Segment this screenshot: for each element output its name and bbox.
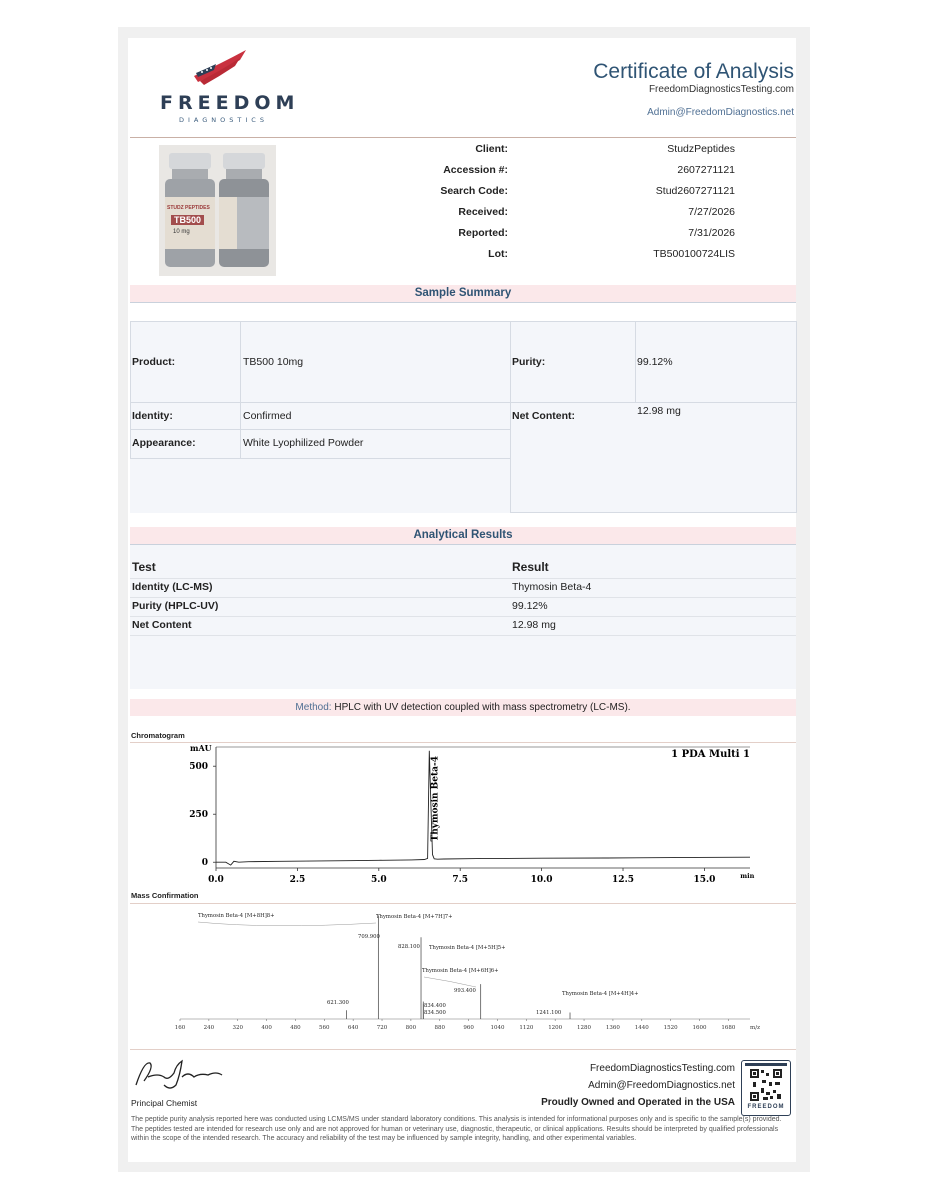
header-website: FreedomDiagnosticsTesting.com: [648, 84, 794, 95]
mass-x-unit: m/z: [750, 1025, 760, 1031]
test-cell: Net Content: [132, 619, 192, 631]
mass-x-tick-label: 1680: [721, 1025, 736, 1031]
net-content-value: 12.98 mg: [637, 405, 681, 417]
mass-x-tick-label: 1120: [519, 1025, 534, 1031]
logo-name: FREEDOM: [160, 92, 300, 114]
mass-annotation: 621.300: [327, 1000, 349, 1006]
signature-graphic: [130, 1055, 240, 1093]
identity-value: Confirmed: [243, 410, 292, 422]
chromatogram-trace: [216, 751, 750, 865]
result-cell: Thymosin Beta-4: [512, 581, 592, 593]
chromatogram-x-tick-label: 5.0: [370, 875, 387, 884]
chromatogram-y-tick-label: 500: [189, 762, 208, 773]
purity-label: Purity:: [512, 356, 546, 368]
mass-annotation: 834.400: [424, 1003, 446, 1009]
mass-x-tick-label: 880: [434, 1025, 445, 1031]
mass-annotation: Thymosin Beta-4 [M+7H]7+: [376, 914, 453, 920]
vial-product: TB500: [171, 215, 204, 225]
footer-email: Admin@FreedomDiagnostics.net: [588, 1080, 735, 1091]
mass-x-tick-label: 720: [376, 1025, 388, 1031]
chromatogram-y-tick-label: 0: [201, 858, 208, 869]
test-cell: Identity (LC-MS): [132, 581, 213, 593]
chromatogram-x-tick-label: 10.0: [530, 875, 553, 884]
qr-code-icon: [749, 1068, 783, 1102]
summary-filler: [130, 459, 510, 513]
mass-annotation: 834.500: [424, 1010, 446, 1016]
product-photo: [159, 145, 276, 276]
mass-x-tick-label: 1440: [634, 1025, 649, 1031]
identity-label: Identity:: [132, 410, 173, 422]
mass-annotation: Thymosin Beta-4 [M+4H]4+: [562, 991, 639, 997]
chromatogram-channel-label: 1 PDA Multi 1: [671, 749, 750, 760]
client-label: Client:: [475, 143, 508, 155]
col-result: Result: [512, 560, 549, 574]
chromatogram-x-tick-label: 0.0: [208, 875, 224, 884]
mass-annotation: Thymosin Beta-4 [M+5H]5+: [429, 945, 506, 951]
qr-badge: [741, 1060, 791, 1116]
mass-annotation: 993.400: [454, 988, 476, 994]
sample-summary-title: Sample Summary: [414, 287, 512, 299]
reported-label: Reported:: [458, 227, 508, 239]
lot-label: Lot:: [488, 248, 508, 260]
table-row: [130, 597, 796, 617]
appearance-value: White Lyophilized Powder: [243, 437, 364, 449]
footer-website: FreedomDiagnosticsTesting.com: [589, 1063, 735, 1074]
mass-x-tick-label: 640: [347, 1025, 359, 1031]
product-value: TB500 10mg: [243, 356, 304, 368]
mass-x-tick-label: 1200: [548, 1025, 563, 1031]
chromatogram-x-tick-label: 15.0: [693, 875, 716, 884]
accession-label: Accession #:: [443, 164, 508, 176]
appearance-label: Appearance:: [132, 437, 196, 449]
signer-role: Principal Chemist: [131, 1098, 198, 1108]
net-content-label: Net Content:: [512, 410, 575, 422]
mass-x-tick-label: 800: [405, 1025, 417, 1031]
logo-wing-icon: [190, 48, 250, 88]
search-code-label: Search Code:: [440, 185, 508, 197]
qr-badge-band: [745, 1063, 787, 1066]
purity-value: 99.12%: [637, 356, 673, 368]
mass-annotation: 709.900: [358, 934, 380, 940]
mass-annotation: Thymosin Beta-4 [M+6H]6+: [422, 968, 499, 974]
header-email: Admin@FreedomDiagnostics.net: [647, 107, 794, 118]
mass-x-tick-label: 160: [174, 1025, 186, 1031]
reported-value: 7/31/2026: [688, 227, 735, 239]
mass-annotation: Thymosin Beta-4 [M+8H]8+: [198, 913, 275, 919]
chromatogram-y-tick-label: 250: [189, 810, 208, 821]
method-text: HPLC with UV detection coupled with mass spectrometry (LC-MS).: [334, 702, 631, 713]
mass-annotation-leader: [198, 922, 376, 926]
result-cell: 12.98 mg: [512, 619, 556, 631]
disclaimer-text: The peptide purity analysis reported here was conducted using LCMS/MS under standard laboratory conditions. This analysis is intended for informational purposes only and is specific to the sample(s) provided. The peptides tested are intended for research use only and are not approved for human or veterinary use, diagnostic, therapeutic, or clinical applications. Results should be interpreted by qualified professionals within the scope of the intended research. The accuracy and reliability of the test may be influenced by sample integrity, handling, and other experimental variables.: [131, 1116, 782, 1143]
mass-x-tick-label: 240: [203, 1025, 215, 1031]
chromatogram-heading: Chromatogram: [131, 731, 185, 740]
header-divider: [130, 137, 796, 138]
mass-x-tick-label: 1520: [663, 1025, 678, 1031]
chromatogram-y-unit: mAU: [190, 743, 212, 753]
logo-subtitle: DIAGNOSTICS: [179, 116, 268, 124]
table-row: [130, 578, 796, 598]
mass-annotation-leader: [424, 977, 476, 987]
chromatogram-x-tick-label: 12.5: [612, 875, 634, 884]
qr-brand: FREEDOM: [747, 1104, 785, 1110]
mass-x-tick-label: 400: [261, 1025, 272, 1031]
result-cell: 99.12%: [512, 600, 548, 612]
results-header-row: [130, 558, 796, 579]
chromatogram-x-tick-label: 7.5: [452, 875, 469, 884]
accession-value: 2607271121: [677, 164, 735, 176]
mass-x-tick-label: 320: [232, 1025, 243, 1031]
chromatogram-chart: [170, 742, 760, 884]
vial-brand: STUDZ PEPTIDES: [167, 205, 210, 211]
search-code-value: Stud2607271121: [655, 185, 735, 197]
footer-tagline: Proudly Owned and Operated in the USA: [541, 1097, 735, 1108]
product-label: Product:: [132, 356, 176, 368]
sample-summary-band: [130, 285, 796, 303]
document-title: Certificate of Analysis: [593, 60, 794, 83]
table-row: [130, 616, 796, 636]
received-value: 7/27/2026: [688, 206, 735, 218]
analytical-results-band: [130, 527, 796, 545]
chromatogram-x-unit: min: [740, 872, 755, 880]
mass-x-tick-label: 480: [290, 1025, 301, 1031]
mass-x-tick-label: 960: [463, 1025, 474, 1031]
test-cell: Purity (HPLC-UV): [132, 600, 219, 612]
mass-x-tick-label: 1040: [490, 1025, 505, 1031]
mass-spectrum-chart: [170, 905, 760, 1035]
mass-x-tick-label: 1280: [577, 1025, 592, 1031]
vial-dose: 10 mg: [173, 229, 190, 235]
mass-x-tick-label: 1600: [692, 1025, 707, 1031]
client-value: StudzPeptides: [667, 143, 735, 155]
mass-heading: Mass Confirmation: [131, 891, 199, 900]
chromatogram-x-tick-label: 2.5: [289, 875, 306, 884]
lot-value: TB500100724LIS: [653, 248, 735, 260]
mass-x-tick-label: 1360: [605, 1025, 620, 1031]
col-test: Test: [132, 560, 156, 574]
footer-divider: [130, 1049, 796, 1050]
mass-annotation: 1241.100: [536, 1010, 562, 1016]
mass-divider: [130, 903, 796, 904]
method-label: Method:: [295, 702, 332, 713]
mass-annotation: 828.100: [398, 944, 420, 950]
method-band: [130, 699, 796, 716]
received-label: Received:: [458, 206, 508, 218]
mass-x-tick-label: 560: [319, 1025, 330, 1031]
analytical-results-title: Analytical Results: [413, 529, 513, 541]
chromatogram-peak-label: Thymosin Beta-4: [430, 756, 441, 842]
